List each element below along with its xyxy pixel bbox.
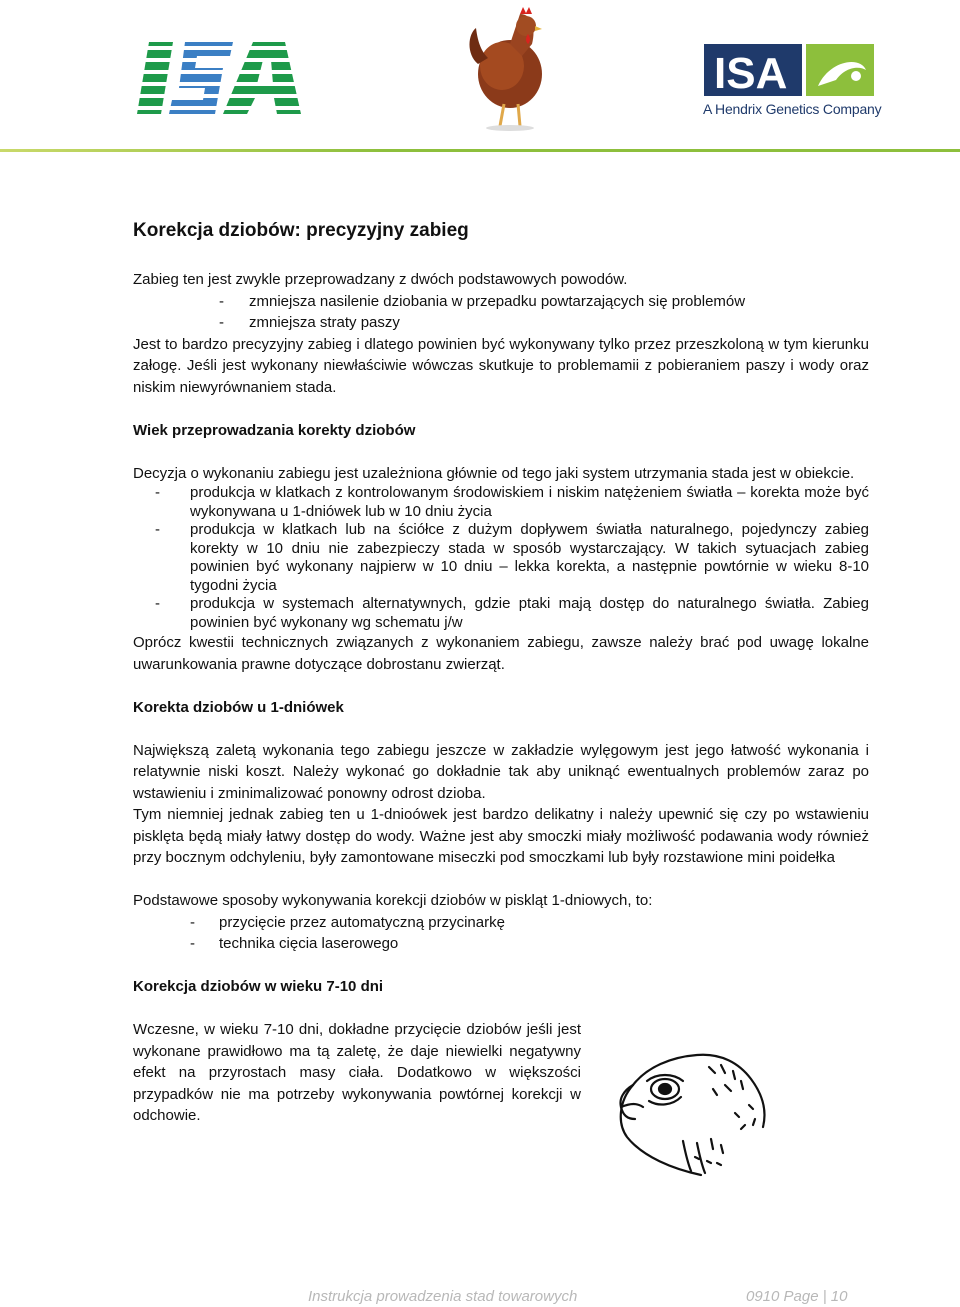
hen-photo-icon — [462, 4, 552, 134]
list-item: - produkcja w systemach alternatywnych, gdzie ptaki mają dostęp do naturalnego światła. Zabieg powinien być wykonany wg schematu j/w — [133, 595, 869, 632]
age-bullets — [133, 484, 869, 632]
section-7-10 — [133, 1019, 869, 1127]
age-closing: Oprócz kwestii technicznych związanych z wykonaniem zabiegu, zawsze należy brać pod uwagę lokalne uwarunkowania prawne dotyczące dobrostanu zwierząt. — [133, 634, 869, 673]
page-header — [0, 0, 960, 155]
intro-lead: Zabieg ten jest zwykle przeprowadzany z dwóch podstawowych powodów. — [133, 271, 628, 288]
isa-hendrix-mark-icon — [700, 40, 880, 100]
logo-right-text: ISA — [714, 49, 788, 98]
oneday-paragraph-2: Tym niemniej jednak zabieg ten u 1-dnioówek jest bardzo delikatny i należy upewnić się czy po wstawieniu pisklęta będą miały łatwy dostęp do wody. Ważne jest aby smoczki miały możliwość podawania wody również przy bocznym odchyleniu, były zamontowane miseczki pod smoczkami lub były rozstawione mini poidełka — [133, 806, 869, 866]
oneday-paragraph-1: Największą zaletą wykonania tego zabiegu jeszcze w zakładzie wylęgowym jest jego łatwość wykonania i relatywnie niski koszt. Należy wykonać go dokładnie tak aby uniknąć ewentualnych problemów zaraz po wstawieniu i zminimalizować ponowny odrost dzioba. — [133, 741, 869, 802]
page-content — [133, 218, 869, 1127]
reasons-list — [133, 291, 869, 334]
methods-list — [133, 912, 869, 955]
list-item: - produkcja w klatkach lub na ściółce z dużym dopływem światła naturalnego, pojedynczy zabieg korekty w 10 dniu nie zabezpieczy stada w sposób wystarczający. W takich sytuacjach zabieg powinien być wykonany najpierw w 10 dniu – lekka korekta, a następnie powtórnie w wieku 8-10 tygodni życia — [133, 521, 869, 595]
header-divider — [0, 149, 960, 152]
footer-page-number: 0910 Page | 10 — [746, 1288, 848, 1305]
list-item: - zmniejsza straty paszy — [133, 312, 869, 334]
section-heading-7-10: Korekcja dziobów w wieku 7-10 dni — [133, 978, 384, 995]
chick-head-sketch-icon — [613, 1045, 778, 1190]
footer-title: Instrukcja prowadzenia stad towarowych — [308, 1288, 578, 1305]
isa-hendrix-logo — [700, 40, 880, 122]
intro-paragraph: Jest to bardzo precyzyjny zabieg i dlatego powinien być wykonywany tylko przez przeszkoloną w tym kierunku załogę. Jeśli jest wykonany niewłaściwie wówczas skutkuje to problemamii z pobieraniem paszy i wody oraz niskim niewyrównaniem stada. — [133, 335, 869, 396]
isa-logo-left — [135, 38, 305, 118]
list-item: - technika cięcia laserowego — [133, 933, 869, 955]
methods-lead: Podstawowe sposoby wykonywania korekcji dziobów w piskląt 1-dniowych, to: — [133, 892, 653, 909]
logo-tagline: A Hendrix Genetics Company — [703, 101, 882, 117]
section-7-10-paragraph: Wczesne, w wieku 7-10 dni, dokładne przycięcie dziobów jeśli jest wykonane prawidłowo ma tą zaletę, że daje niewielki negatywny efekt na przyrostach masy ciała. Dodatkowo w większości przypadków nie ma potrzeby wykonywania powtórnej korekcji w odchowie. — [133, 1021, 581, 1124]
section-heading-1day: Korekta dziobów u 1-dniówek — [133, 698, 344, 716]
age-paragraph: Decyzja o wykonaniu zabiegu jest uzależniona głównie od tego jaki system utrzymania stada jest w obiekcie. — [133, 464, 855, 482]
list-item: - zmniejsza nasilenie dziobania w przepadku powtarzających się problemów — [133, 291, 869, 313]
section-heading-age: Wiek przeprowadzania korekty dziobów — [133, 421, 416, 439]
list-item: - produkcja w klatkach z kontrolowanym środowiskiem i niskim natężeniem światła – korekta może być wykonywana u 1-dniówek lub w 10 dniu życia — [133, 484, 869, 521]
list-item: - przycięcie przez automatyczną przycinarkę — [133, 912, 869, 934]
page-title: Korekcja dziobów: precyzyjny zabieg — [133, 220, 469, 241]
